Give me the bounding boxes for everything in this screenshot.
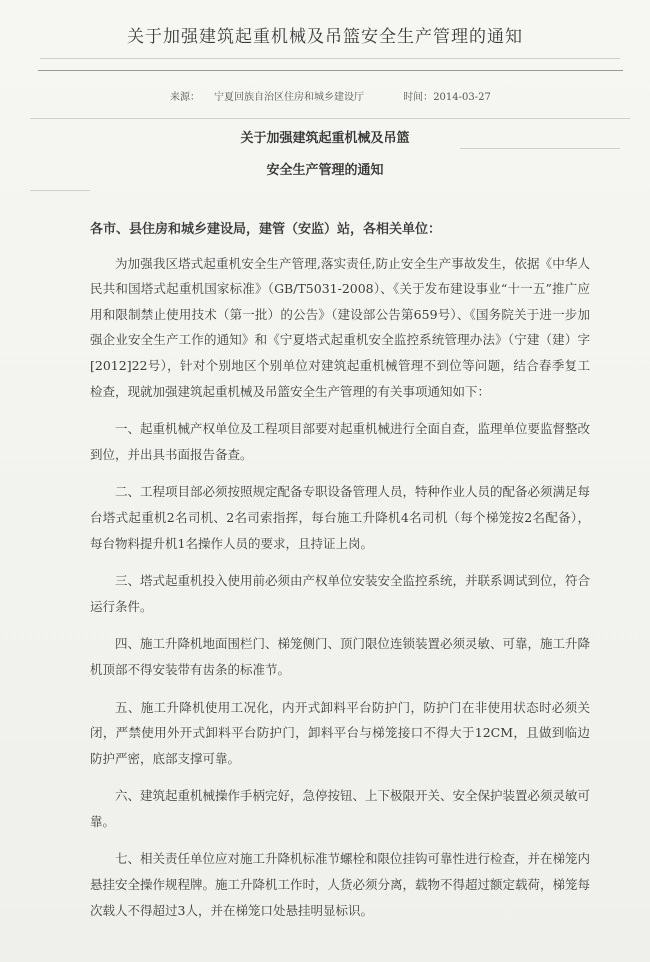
- header-title: 关于加强建筑起重机械及吊篮安全生产管理的通知: [127, 27, 523, 47]
- document-body: [90, 217, 590, 935]
- faint-rule: [30, 118, 630, 119]
- paragraph-4: 四、施工升降机地面围栏门、梯笼侧门、顶门限位连锁装置必须灵敏、可靠，施工升降机顶部不得安装带有齿条的标准节。: [90, 636, 591, 677]
- doc-title-line2: 安全生产管理的通知: [266, 163, 384, 178]
- paragraph-intro: 为加强我区塔式起重机安全生产管理,落实责任,防止安全生产事故发生，依据《中华人民共和国塔式起重机国家标准》（GB/T5031-2008）、《关于发布建设事业“十一五”推广应用和限制禁止使用技术（第一批）的公告》（建设部公告第659号）、《国务院关于进一步加强企业安全生产工作的通知》和《宁夏塔式起重机安全监控系统管理办法》（宁建（建）字[2012]22号），针对个别地区个别单位对建筑起重机械管理不到位等问题，结合春季复工检查，现就加强建筑起重机械及吊篮安全生产管理的有关事项通知如下：: [90, 255, 590, 399]
- paragraph-1: 一、起重机械产权单位及工程项目部要对起重机械进行全面自查，监理单位要监督整改到位，并出具书面报告备查。: [90, 421, 591, 462]
- paragraph-7: 七、相关责任单位应对施工升降机标准节螺栓和限位挂钩可靠性进行检查，并在梯笼内悬挂安全操作规程牌。施工升降机工作时，人货必须分离，载物不得超过额定载荷，梯笼每次载人不得超过3人，并在梯笼口处悬挂明显标识。: [90, 851, 591, 918]
- addressee: 各市、县住房和城乡建设局，建管（安监）站，各相关单位：: [90, 222, 442, 237]
- time-label: 时间：: [403, 92, 434, 103]
- paragraph-6: 六、建筑起重机械操作手柄完好，急停按钮、上下极限开关、安全保护装置必须灵敏可靠。: [90, 788, 591, 829]
- meta-line: [170, 88, 505, 103]
- source-value: 宁夏回族自治区住房和城乡建设厅: [214, 92, 364, 103]
- faint-rule: [460, 148, 620, 149]
- time-value: 2014-03-27: [433, 92, 491, 103]
- header-rule: [38, 70, 623, 71]
- source-label: 来源：: [170, 92, 200, 103]
- paragraph-3: 三、塔式起重机投入使用前必须由产权单位安装安全监控系统，并联系调试到位，符合运行条件。: [90, 573, 591, 614]
- faint-rule: [30, 190, 90, 191]
- faint-rule: [40, 58, 620, 59]
- doc-title-line1: 关于加强建筑起重机械及吊篮: [240, 131, 410, 146]
- paragraph-2: 二、工程项目部必须按照规定配备专职设备管理人员，特种作业人员的配备必须满足每台塔式起重机2名司机、2名司索指挥，每台施工升降机4名司机（每个梯笼按2名配备），每台物料提升机1名操作人员的要求，且持证上岗。: [90, 484, 591, 551]
- paragraph-5: 五、施工升降机使用工况化，内开式卸料平台防护门，防护门在非使用状态时必须关闭，严禁使用外开式卸料平台防护门，卸料平台与梯笼接口不得大于12CM，且做到临边防护严密，底部支撑可靠。: [90, 699, 590, 766]
